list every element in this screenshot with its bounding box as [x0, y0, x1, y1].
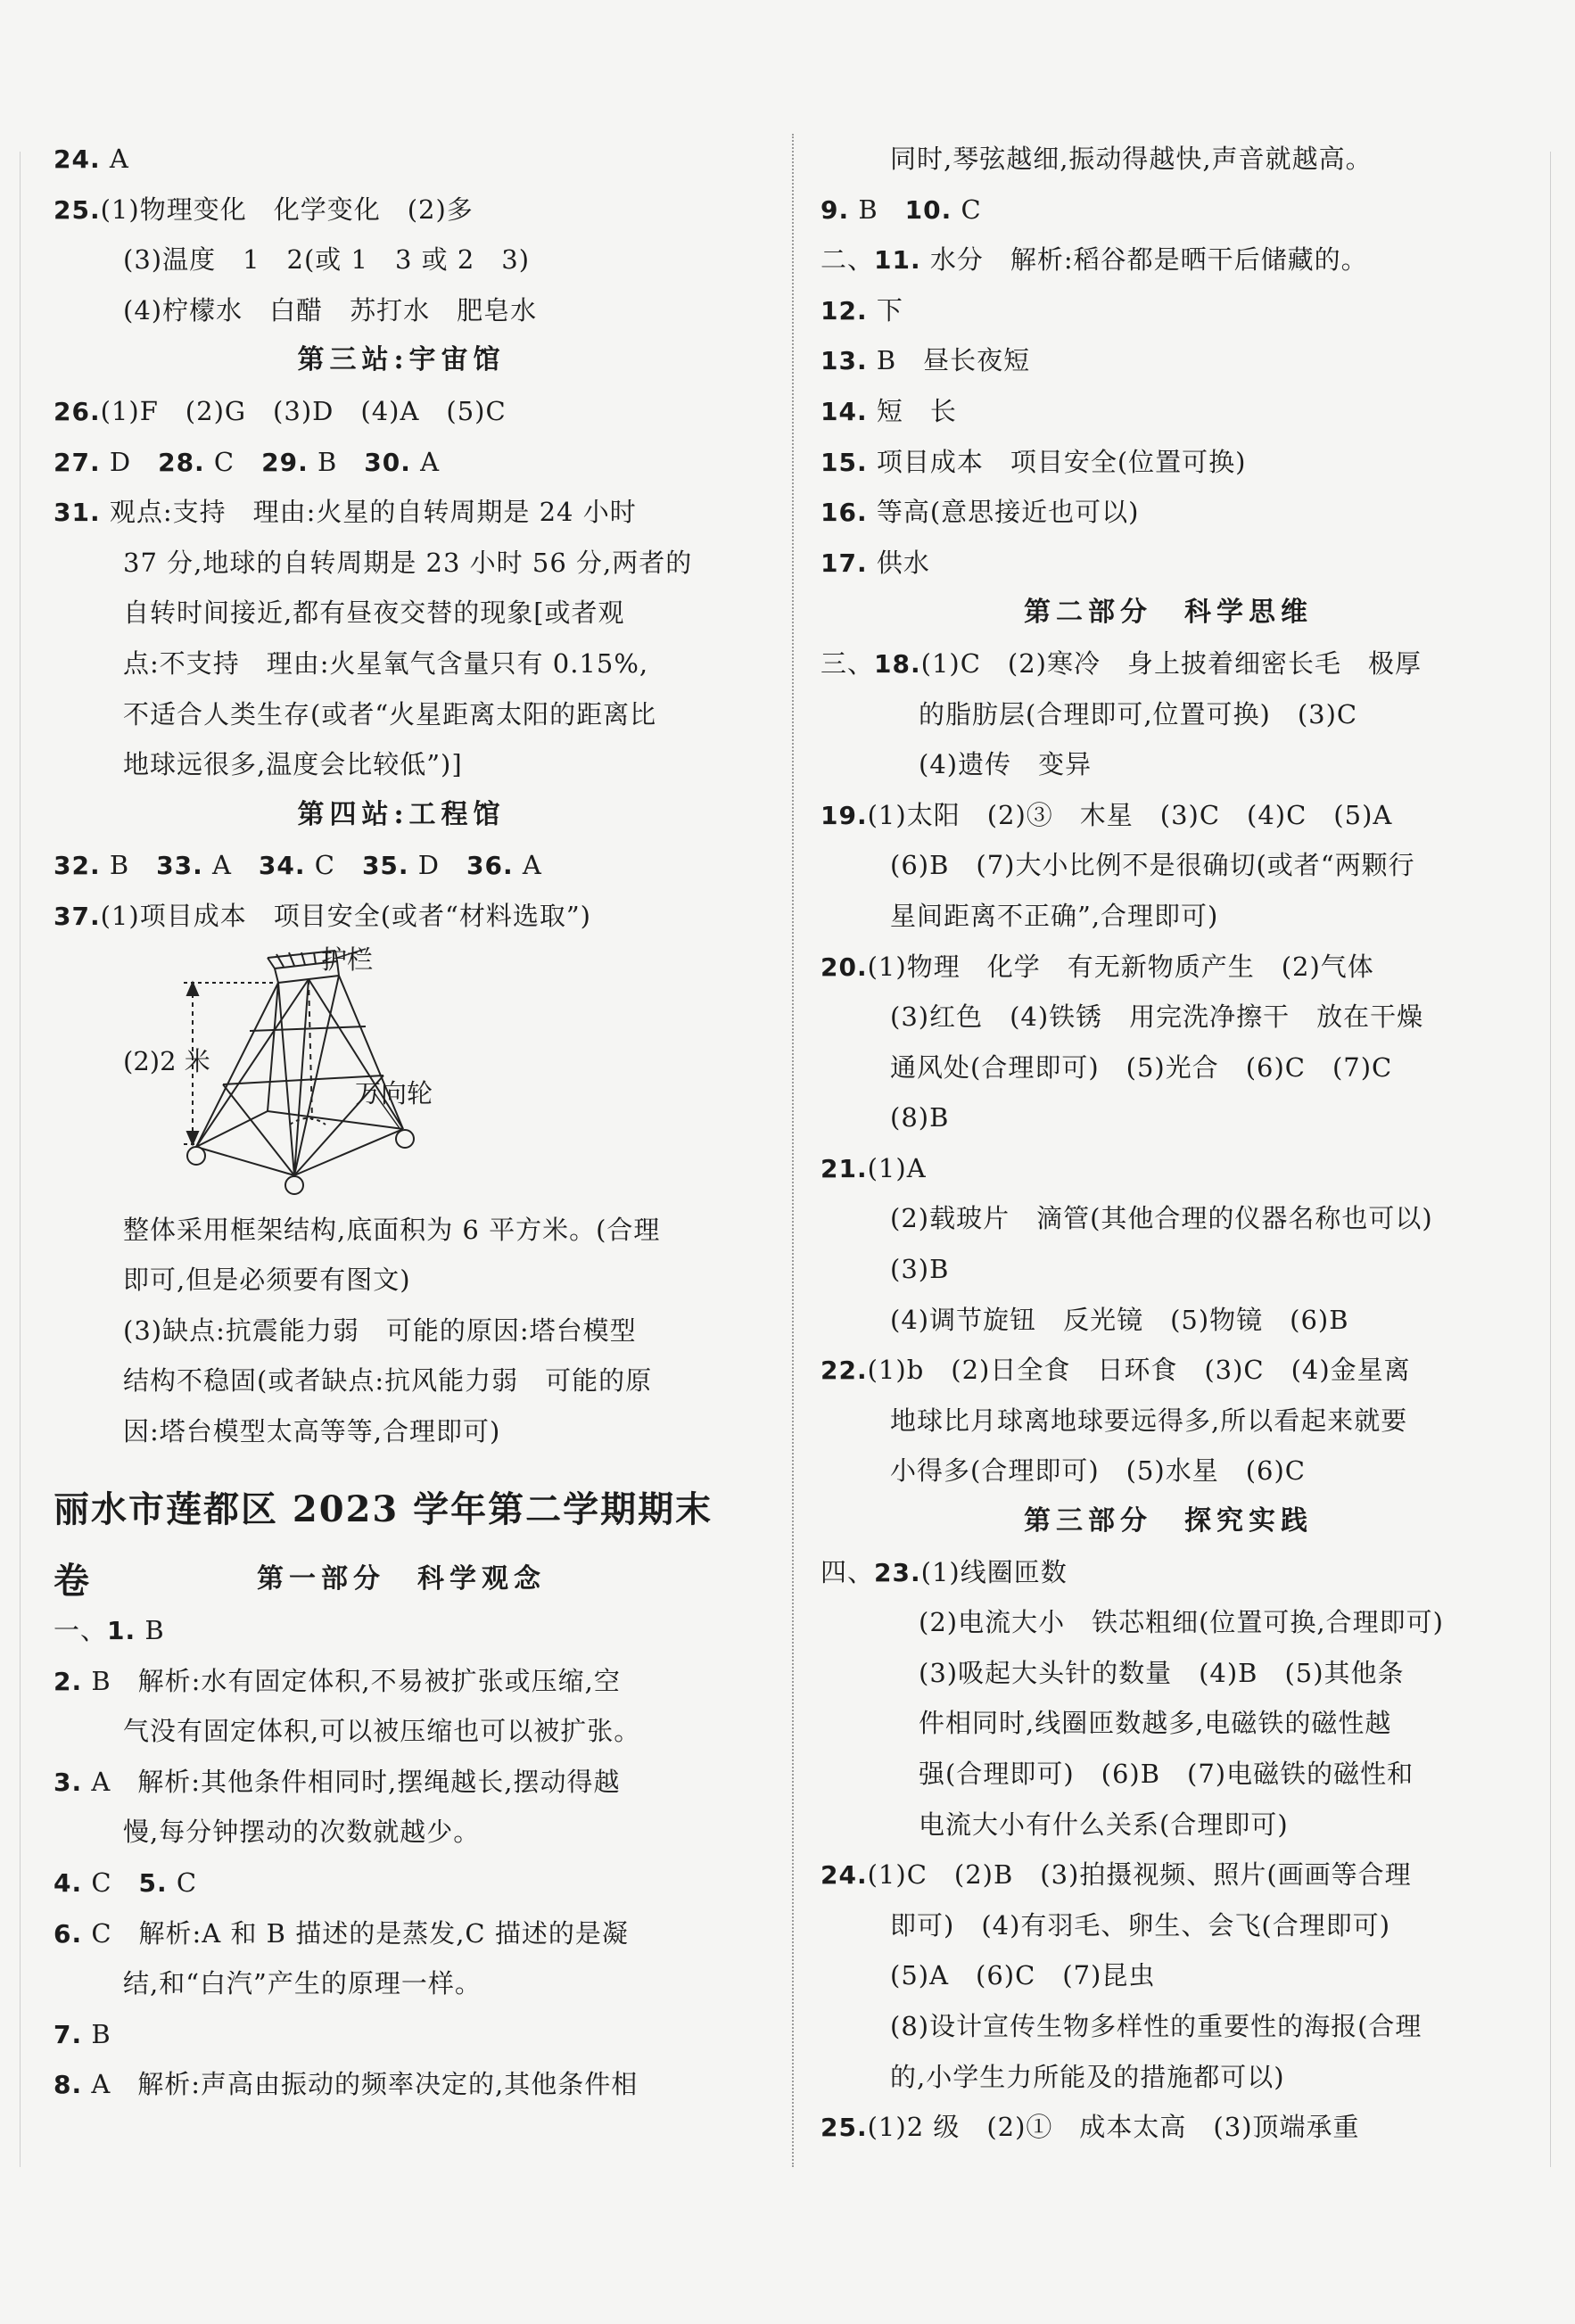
tower-diagram [54, 942, 749, 1205]
answer-line: 25.(1)物理变化 化学变化 (2)多 [54, 194, 474, 225]
answer-line: 气没有固定体积,可以被压缩也可以被扩张。 [123, 1716, 641, 1747]
answer-line: 一、1. B [54, 1615, 165, 1646]
answer-line: (5)A (6)C (7)昆虫 [890, 1960, 1156, 1991]
answer-line: 因:塔台模型太高等等,合理即可) [123, 1415, 501, 1446]
answer-line: 不适合人类生存(或者“火星距离太阳的距离比 [123, 698, 657, 729]
page-edge-left [20, 152, 21, 2167]
answer-line: (3)红色 (4)铁锈 用完洗净擦干 放在干燥 [890, 1001, 1424, 1033]
answer-line: 整体采用框架结构,底面积为 6 平方米。(合理 [123, 1214, 661, 1245]
answer-line: 四、23.(1)线圈匝数 [820, 1556, 1068, 1587]
answer-line: 强(合理即可) (6)B (7)电磁铁的磁性和 [919, 1759, 1414, 1789]
answer-line: 小得多(合理即可) (5)水星 (6)C [890, 1455, 1306, 1487]
answer-line: (3)缺点:抗震能力弱 可能的原因:塔台模型 [123, 1314, 637, 1346]
answer-line: (4)柠檬水 白醋 苏打水 肥皂水 [123, 294, 538, 326]
label-caster-wheel: 万向轮 [355, 1077, 433, 1108]
answer-line: 25.(1)2 级 (2)① 成本太高 (3)顶端承重 [820, 2112, 1360, 2143]
answer-line: 二、11. 水分 解析:稻谷都是晒干后储藏的。 [820, 244, 1368, 276]
answer-line: (2)电流大小 铁芯粗细(位置可换,合理即可) [919, 1607, 1444, 1638]
answer-line: 31. 观点:支持 理由:火星的自转周期是 24 小时 [54, 497, 637, 528]
answer-line: (6)B (7)大小比例不是很确切(或者“两颗行 [890, 850, 1415, 881]
left-column [54, 134, 749, 2110]
answer-line: 6. C 解析:A 和 B 描述的是蒸发,C 描述的是凝 [54, 1917, 629, 1949]
answer-line: 15. 项目成本 项目安全(位置可换) [820, 446, 1247, 477]
answer-line: 26.(1)F (2)G (3)D (4)A (5)C [54, 395, 507, 426]
answer-line: 结,和“白汽”产生的原理一样。 [123, 1968, 482, 1999]
answer-line: (2)载玻片 滴管(其他合理的仪器名称也可以) [890, 1203, 1433, 1234]
answer-line: 同时,琴弦越细,振动得越快,声音就越高。 [890, 144, 1373, 174]
section-heading: 第一部分 科学观念 [257, 1563, 546, 1595]
answer-line: 4. C 5. C [54, 1867, 198, 1899]
answer-line: 地球远很多,温度会比较低”)] [123, 749, 463, 780]
answer-line: 32. B 33. A 34. C 35. D 36. A [54, 850, 542, 881]
answer-line: 结构不稳固(或者缺点:抗风能力弱 可能的原 [123, 1365, 653, 1397]
answer-line: 24.(1)C (2)B (3)拍摄视频、照片(画画等合理 [820, 1859, 1412, 1891]
answer-line: 3. A 解析:其他条件相同时,摆绳越长,摆动得越 [54, 1766, 621, 1797]
answer-line: 星间距离不正确”,合理即可) [890, 900, 1219, 931]
answer-line: 13. B 昼长夜短 [820, 345, 1031, 376]
answer-line: 20.(1)物理 化学 有无新物质产生 (2)气体 [820, 951, 1374, 982]
label-guardrail: 护栏 [321, 944, 374, 975]
answer-line: (4)遗传 变异 [919, 749, 1093, 780]
answer-line: 电流大小有什么关系(合理即可) [919, 1809, 1289, 1840]
answer-line: 14. 短 长 [820, 395, 957, 426]
answer-line: 37 分,地球的自转周期是 23 小时 56 分,两者的 [123, 547, 693, 578]
answer-line: 17. 供水 [820, 547, 930, 578]
answer-line: 的,小学生力所能及的措施都可以) [890, 2061, 1285, 2092]
answer-line: 即可) (4)有羽毛、卵生、会飞(合理即可) [890, 1909, 1391, 1941]
column-divider [792, 134, 794, 2167]
answer-line: 16. 等高(意思接近也可以) [820, 497, 1140, 528]
answer-line: (3)吸起大头针的数量 (4)B (5)其他条 [919, 1657, 1405, 1688]
answer-line: 8. A 解析:声高由振动的频率决定的,其他条件相 [54, 2069, 639, 2100]
answer-line: 9. B 10. C [820, 194, 982, 225]
answer-line: (3)温度 1 2(或 1 3 或 2 3) [123, 244, 531, 276]
answer-line: 22.(1)b (2)日全食 日环食 (3)C (4)金星离 [820, 1355, 1411, 1386]
section-heading: 第四站:工程馆 [297, 798, 506, 830]
answer-line: 21.(1)A [820, 1152, 927, 1183]
exam-title: 丽水市莲都区 2023 学年第二学期期末卷 [54, 1488, 713, 1603]
right-column [820, 134, 1516, 2153]
label-height: (2)2 米 [123, 1045, 210, 1076]
answer-line: 即可,但是必须要有图文) [123, 1265, 411, 1296]
section-heading: 第三部分 探究实践 [1024, 1505, 1313, 1537]
answer-line: (8)设计宣传生物多样性的重要性的海报(合理 [890, 2010, 1422, 2041]
answer-line: 24. A [54, 144, 129, 174]
answer-line: 地球比月球离地球要远得多,所以看起来就要 [890, 1405, 1408, 1436]
section-heading: 第三站:宇宙馆 [297, 344, 506, 376]
answer-line: 的脂肪层(合理即可,位置可换) (3)C [919, 698, 1358, 729]
answer-line: (4)调节旋钮 反光镜 (5)物镜 (6)B [890, 1304, 1349, 1335]
page-edge-right [1550, 152, 1551, 2167]
answer-line: 通风处(合理即可) (5)光合 (6)C (7)C [890, 1051, 1393, 1083]
section-heading: 第二部分 科学思维 [1024, 597, 1313, 629]
answer-line: 2. B 解析:水有固定体积,不易被扩张或压缩,空 [54, 1665, 621, 1696]
answer-line: 慢,每分钟摆动的次数就越少。 [123, 1817, 481, 1848]
answer-line: 三、18.(1)C (2)寒冷 身上披着细密长毛 极厚 [820, 647, 1422, 679]
answer-line: 自转时间接近,都有昼夜交替的现象[或者观 [123, 597, 625, 629]
answer-line: (3)B [890, 1254, 950, 1285]
answer-line: 19.(1)太阳 (2)③ 木星 (3)C (4)C (5)A [820, 799, 1393, 830]
answer-line: 7. B [54, 2018, 111, 2049]
answer-line: 27. D 28. C 29. B 30. A [54, 446, 441, 477]
answer-line: (8)B [890, 1102, 950, 1133]
answer-line: 件相同时,线圈匝数越多,电磁铁的磁性越 [919, 1708, 1392, 1739]
answer-line: 37.(1)项目成本 项目安全(或者“材料选取”) [54, 900, 591, 931]
answer-line: 12. 下 [820, 294, 903, 326]
answer-line: 点:不支持 理由:火星氧气含量只有 0.15%, [123, 647, 649, 679]
